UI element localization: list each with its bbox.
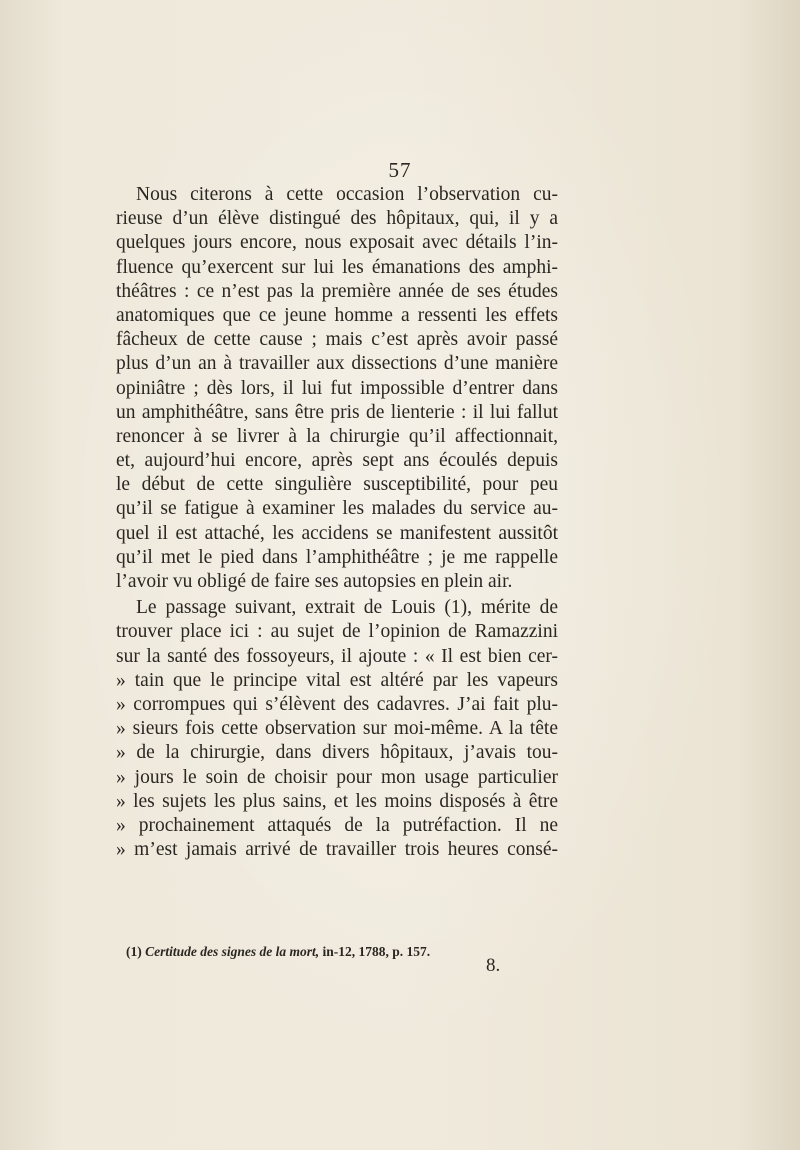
footnote bbox=[126, 944, 430, 960]
text-line: » m’est jamais arrivé de travailler trois heures consé- bbox=[116, 839, 558, 861]
text-line: Le passage suivant, extrait de Louis (1), mérite de bbox=[136, 597, 558, 619]
text-line: » jours le soin de choisir pour mon usage particulier bbox=[116, 766, 558, 788]
page-number: 57 bbox=[388, 158, 412, 182]
text-line: théâtres : ce n’est pas la première année de ses études bbox=[116, 280, 558, 302]
text-line: quelques jours encore, nous exposait avec détails l’in- bbox=[116, 232, 558, 254]
text-line: quel il est attaché, les accidens se manifestent aussitôt bbox=[116, 522, 558, 544]
text-line: fluence qu’exercent sur lui les émanations des amphi- bbox=[116, 256, 558, 278]
text-line: » prochainement attaqués de la putréfaction. Il ne bbox=[116, 814, 558, 836]
body-text bbox=[116, 183, 558, 862]
footnote-marker: (1) bbox=[126, 944, 142, 959]
text-line: le début de cette singulière susceptibilité, pour peu bbox=[116, 474, 558, 496]
text-line: qu’il se fatigue à examiner les malades du service au- bbox=[116, 498, 558, 520]
text-line: l’avoir vu obligé de faire ses autopsies en plein air. bbox=[116, 571, 513, 592]
footnote-details: in-12, 1788, p. 157. bbox=[322, 944, 431, 959]
text-line: trouver place ici : au sujet de l’opinion de Ramazzini bbox=[116, 621, 558, 643]
text-line: Nous citerons à cette occasion l’observation cu- bbox=[136, 184, 558, 205]
text-line: » sieurs fois cette observation sur moi-même. A la tête bbox=[116, 718, 558, 740]
signature-mark: 8. bbox=[486, 955, 501, 976]
text-line: renoncer à se livrer à la chirurgie qu’il affectionnait, bbox=[116, 425, 558, 447]
text-line: fâcheux de cette cause ; mais c’est après avoir passé bbox=[116, 329, 558, 351]
text-line: » corrompues qui s’élèvent des cadavres. J’ai fait plu- bbox=[116, 693, 558, 715]
text-line: plus d’un an à travailler aux dissections d’une manière bbox=[116, 353, 558, 375]
text-line: » les sujets les plus sains, et les moins disposés à être bbox=[116, 790, 558, 812]
text-line: » de la chirurgie, dans divers hôpitaux, j’avais tou- bbox=[116, 742, 558, 764]
text-line: anatomiques que ce jeune homme a ressenti les effets bbox=[116, 304, 558, 326]
text-line: rieuse d’un élève distingué des hôpitaux, qui, il y a bbox=[116, 208, 558, 230]
text-line: qu’il met le pied dans l’amphithéâtre ; je me rappelle bbox=[116, 546, 558, 568]
footnote-title: Certitude des signes de la mort, bbox=[145, 944, 320, 959]
text-line: opiniâtre ; dès lors, il lui fut impossible d’entrer dans bbox=[116, 377, 558, 399]
text-line: et, aujourd’hui encore, après sept ans écoulés depuis bbox=[116, 450, 558, 472]
text-line: sur la santé des fossoyeurs, il ajoute : « Il est bien cer- bbox=[116, 645, 558, 667]
text-line: » tain que le principe vital est altéré par les vapeurs bbox=[116, 669, 558, 691]
text-line: un amphithéâtre, sans être pris de lienterie : il lui fallut bbox=[116, 401, 558, 423]
